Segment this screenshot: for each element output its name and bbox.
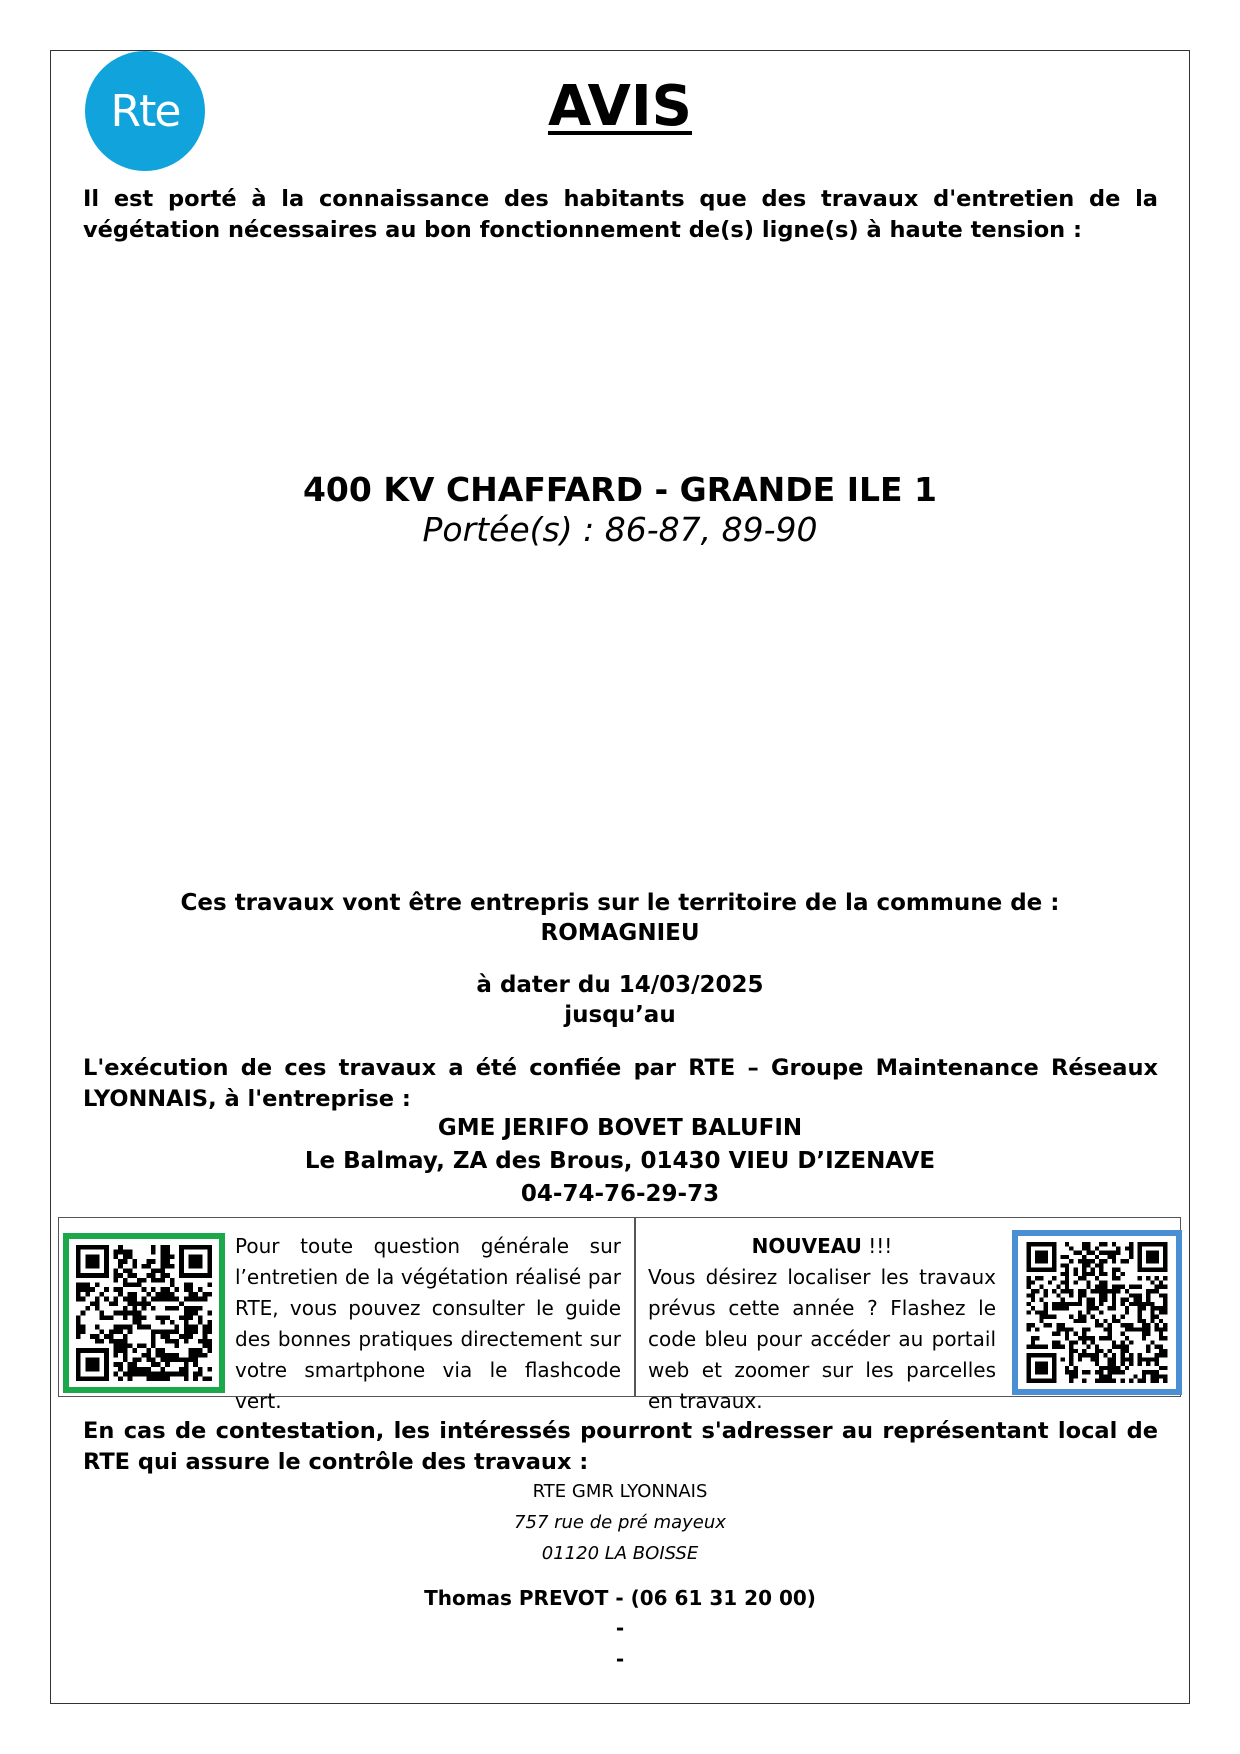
commune-lead: Ces travaux vont être entrepris sur le territoire de la commune de :	[180, 890, 1060, 916]
execution-paragraph: L'exécution de ces travaux a été confiée par RTE – Groupe Maintenance Réseaux LYONNAIS, à l'entreprise :	[83, 1055, 1158, 1112]
qr-code-icon	[75, 1245, 213, 1381]
company-name: GME JERIFO BOVET BALUFIN	[437, 1115, 803, 1141]
contact-person: Thomas PREVOT - (06 61 31 20 00)	[424, 1586, 816, 1610]
power-line-name: 400 KV CHAFFARD - GRANDE ILE 1	[302, 470, 938, 509]
qr-table-divider	[634, 1217, 636, 1397]
nouveau-heading: NOUVEAU !!!	[751, 1234, 893, 1258]
start-date: à dater du 14/03/2025	[476, 972, 764, 998]
green-qr-text: Pour toute question générale sur l’entretien de la végétation réalisé par RTE, vous pouvez consulter le guide des bonnes pratiques directement sur votre smartphone via le flashcode vert.	[235, 1234, 621, 1413]
intro-paragraph: Il est porté à la connaissance des habitants que des travaux d'entretien de la végétation nécessaires au bon fonctionnement de(s) ligne(s) à haute tension :	[83, 186, 1158, 243]
contact-org: RTE GMR LYONNAIS	[532, 1481, 708, 1502]
contact-street: 757 rue de pré mayeux	[514, 1512, 726, 1533]
contest-paragraph: En cas de contestation, les intéressés pourront s'adresser au représentant local de RTE qui assure le contrôle des travaux :	[83, 1418, 1158, 1475]
contact-city: 01120 LA BOISSE	[541, 1543, 699, 1564]
qr-code-icon	[1024, 1242, 1170, 1383]
green-qr-code[interactable]	[63, 1233, 225, 1393]
contact-dash-2: -	[615, 1647, 625, 1671]
company-address: Le Balmay, ZA des Brous, 01430 VIEU D’IZENAVE	[304, 1148, 936, 1174]
blue-qr-code[interactable]	[1012, 1230, 1182, 1395]
contact-dash-1: -	[615, 1616, 625, 1640]
rte-logo: Rte	[85, 51, 205, 171]
commune-name: ROMAGNIEU	[540, 920, 700, 946]
notice-title: AVIS	[547, 74, 693, 139]
power-line-spans: Portée(s) : 86-87, 89-90	[422, 510, 818, 549]
company-phone: 04-74-76-29-73	[520, 1181, 720, 1207]
blue-qr-text: Vous désirez localiser les travaux prévus cette année ? Flashez le code bleu pour accéder au portail web et zoomer sur les parcelles en travaux.	[648, 1265, 996, 1413]
end-date: jusqu’au	[564, 1002, 676, 1028]
blue-qr-text-block	[648, 1231, 996, 1417]
